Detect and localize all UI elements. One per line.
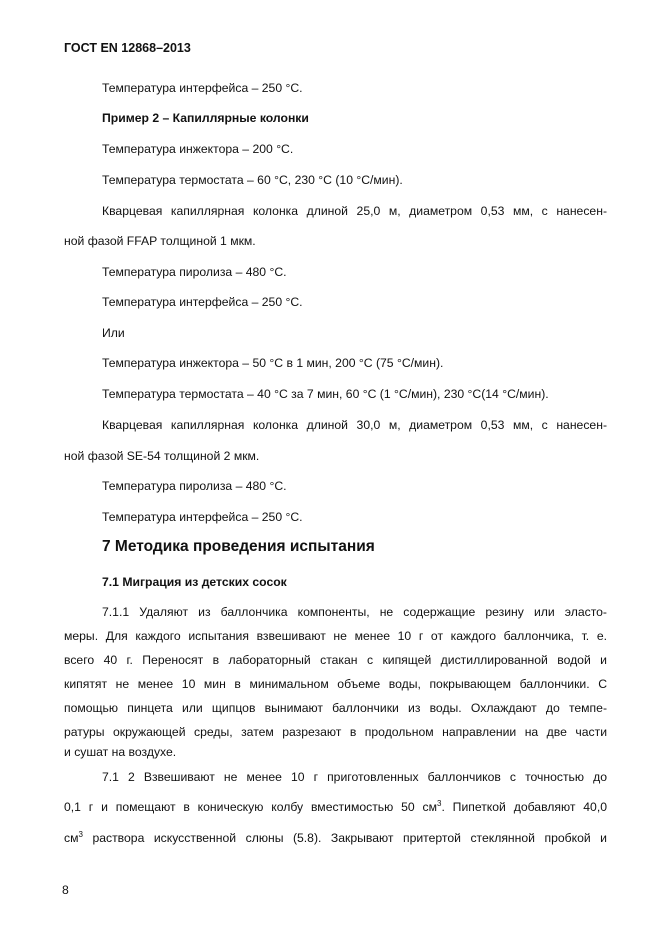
paragraph-line: ратуры окружающей среды, затем разрезают в продольном направлении на две части [64, 725, 607, 739]
document-header: ГОСТ EN 12868–2013 [64, 41, 191, 55]
text-line: Температура термостата – 60 °С, 230 °С (10 °С/мин). [102, 173, 403, 187]
text-line: Температура пиролиза – 480 °С. [102, 479, 287, 493]
paragraph-line: 7.1.1 Удаляют из баллончика компоненты, не содержащие резину или эласто- [102, 605, 607, 619]
paragraph-line: всего 40 г. Переносят в лабораторный стакан с кипящей дистиллированной водой и [64, 653, 607, 667]
text-line: ной фазой FFAP толщиной 1 мкм. [64, 234, 256, 248]
paragraph-line: 7.1 2 Взвешивают не менее 10 г приготовленных баллончиков с точностью до [102, 770, 607, 784]
text-line: Температура пиролиза – 480 °С. [102, 265, 287, 279]
text-line: Температура инжектора – 50 °С в 1 мин, 200 °С (75 °С/мин). [102, 356, 444, 370]
paragraph-line: помощью пинцета или щипцов вынимают баллончики из воды. Охлаждают до темпе- [64, 701, 607, 715]
text-line: Температура инжектора – 200 °С. [102, 142, 294, 156]
text-line: Кварцевая капиллярная колонка длиной 25,0 м, диаметром 0,53 мм, с нанесен- [102, 204, 607, 218]
superscript: 3 [78, 829, 83, 839]
text-line: ной фазой SE-54 толщиной 2 мкм. [64, 449, 260, 463]
paragraph-line [64, 830, 607, 846]
text-span: 0,1 г и помещают в коническую колбу вместимостью 50 см [64, 800, 437, 814]
text-line: Кварцевая капиллярная колонка длиной 30,0 м, диаметром 0,53 мм, с нанесен- [102, 418, 607, 432]
text-span: см [64, 831, 79, 845]
text-span: . Пипеткой добавляют 40,0 [441, 800, 607, 814]
paragraph-line: кипятят не менее 10 мин в минимальном объеме воды, покрывающем баллончики. С [64, 677, 607, 691]
paragraph-line: и сушат на воздухе. [64, 745, 177, 759]
text-line: Температура интерфейса – 250 °С. [102, 295, 303, 309]
page-number: 8 [62, 883, 69, 897]
text-line: Температура интерфейса – 250 °С. [102, 510, 303, 524]
subsection-heading: 7.1 Миграция из детских сосок [102, 575, 287, 589]
example-heading: Пример 2 – Капиллярные колонки [102, 111, 309, 125]
paragraph-line: меры. Для каждого испытания взвешивают не менее 10 г от каждого баллончика, т. е. [64, 629, 607, 643]
paragraph-line [64, 799, 607, 815]
superscript: 3 [437, 798, 442, 808]
text-span: раствора искусственной слюны (5.8). Закрывают притертой стеклянной пробкой и [82, 831, 607, 845]
section-heading: 7 Методика проведения испытания [102, 538, 375, 555]
text-line: Температура термостата – 40 °С за 7 мин, 60 °С (1 °С/мин), 230 °С(14 °С/мин). [102, 387, 549, 401]
text-line: Температура интерфейса – 250 °С. [102, 81, 303, 95]
text-line: Или [102, 326, 125, 340]
